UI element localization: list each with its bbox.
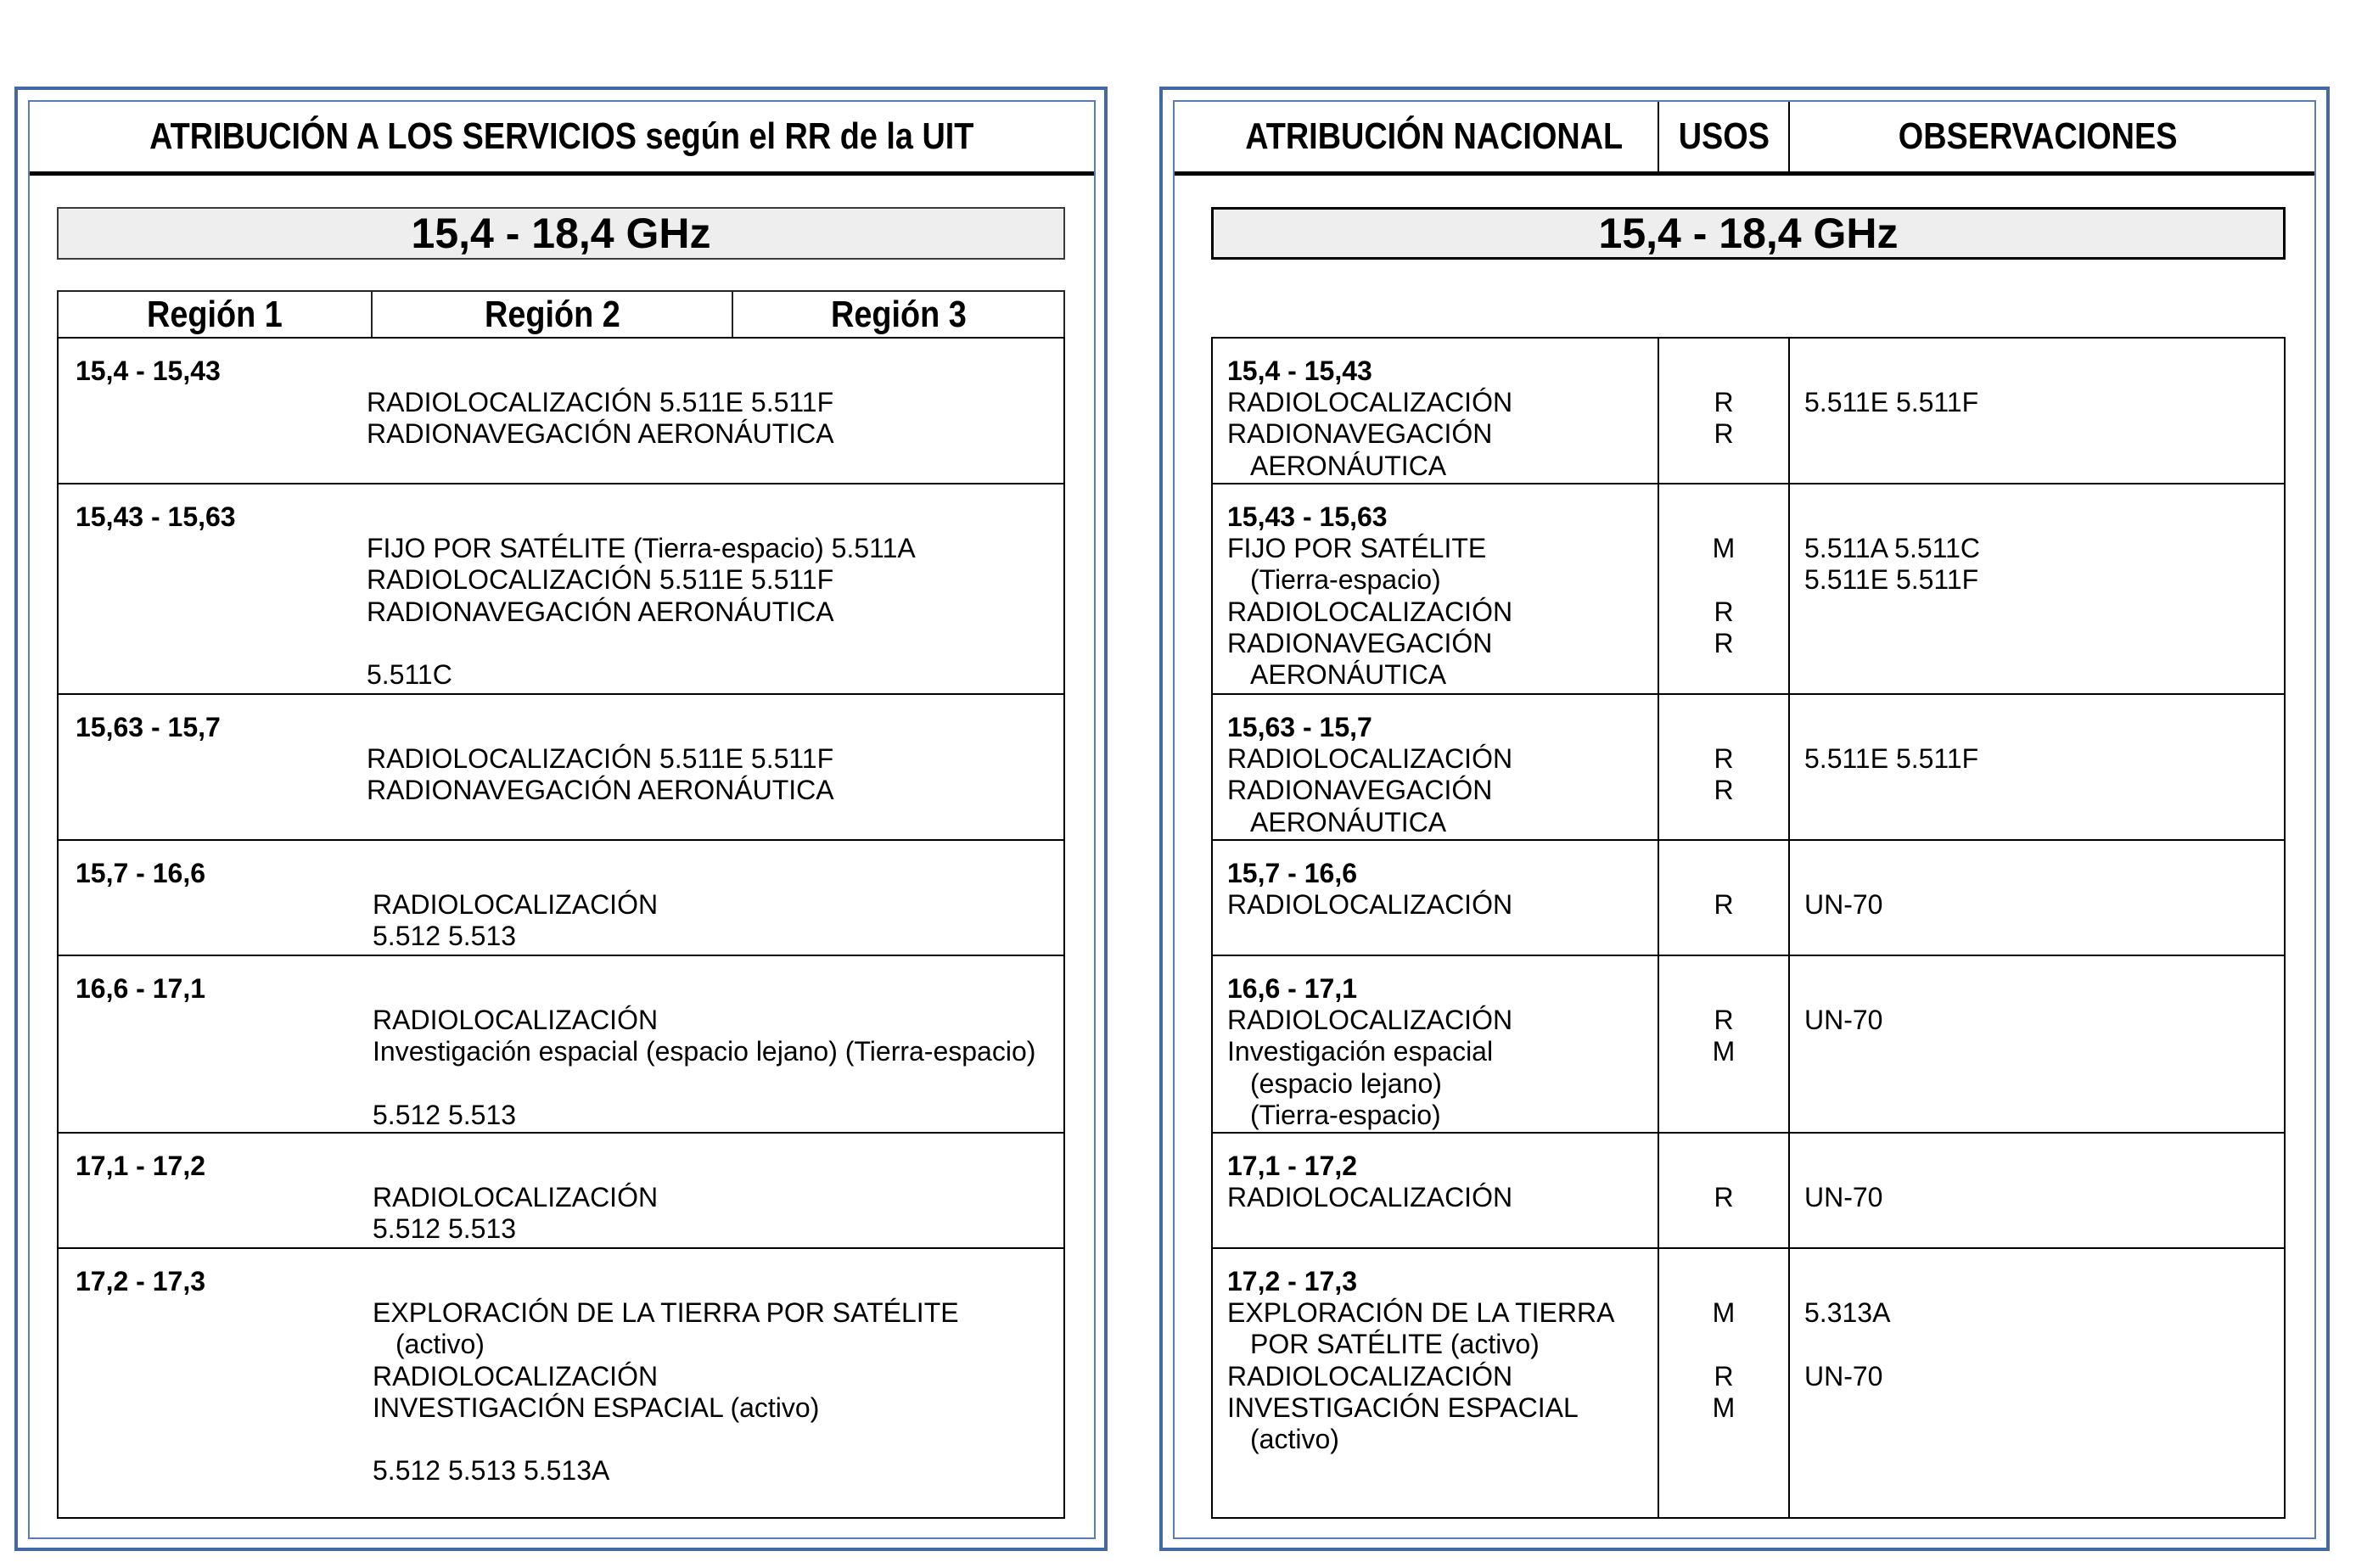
observaciones-cell bbox=[1790, 1068, 1804, 1100]
observaciones-cell: 5.511E 5.511F bbox=[1804, 387, 1979, 418]
national-service-cell: (Tierra-espacio) bbox=[1250, 564, 1441, 596]
observaciones-cell: UN-70 bbox=[1804, 889, 1883, 921]
allocation-line bbox=[1213, 387, 2284, 418]
national-service-cell: RADIOLOCALIZACIÓN bbox=[1227, 889, 1513, 921]
allocation-line bbox=[1213, 564, 2284, 596]
national-service-cell: (espacio lejano) bbox=[1250, 1067, 1442, 1099]
itu-allocation-row bbox=[59, 483, 1063, 693]
uso-cell: R bbox=[1714, 889, 1734, 921]
frequency-range-label: 17,2 - 17,3 bbox=[76, 1266, 205, 1296]
itu-allocation-title: ATRIBUCIÓN A LOS SERVICIOS según el RR de la UIT bbox=[149, 115, 974, 157]
observaciones-cell: 5.511E 5.511F bbox=[1804, 564, 1979, 596]
frequency-range-label: 16,6 - 17,1 bbox=[1227, 973, 1357, 1004]
observaciones-cell: 5.313A bbox=[1804, 1297, 1891, 1329]
national-band-box bbox=[1211, 207, 2286, 260]
service-line: FIJO POR SATÉLITE (Tierra-espacio) 5.511A bbox=[367, 533, 916, 564]
observaciones-cell: UN-70 bbox=[1804, 1360, 1883, 1392]
uso-cell bbox=[1658, 659, 1790, 691]
itu-band-box bbox=[57, 207, 1065, 260]
frequency-range-label: 15,43 - 15,63 bbox=[1227, 501, 1388, 532]
national-service-cell: RADIOLOCALIZACIÓN bbox=[1227, 1360, 1513, 1392]
region-1-header bbox=[59, 292, 373, 337]
allocation-line bbox=[1213, 1036, 2284, 1067]
uso-cell: M bbox=[1712, 1297, 1736, 1329]
national-service-cell: (Tierra-espacio) bbox=[1250, 1099, 1441, 1130]
allocation-line bbox=[1213, 1005, 2284, 1036]
uso-cell: R bbox=[1714, 1005, 1734, 1036]
national-allocation-row bbox=[1213, 839, 2284, 955]
national-header-rule bbox=[1175, 171, 2314, 176]
allocation-line bbox=[1213, 1297, 2284, 1329]
national-allocation-row bbox=[1213, 339, 2284, 483]
observaciones-cell bbox=[1790, 596, 1804, 628]
service-line: INVESTIGACIÓN ESPACIAL (activo) bbox=[373, 1392, 820, 1423]
observaciones-cell bbox=[1790, 1100, 1804, 1131]
allocation-line bbox=[1213, 1361, 2284, 1392]
national-allocation-title: ATRIBUCIÓN NACIONAL bbox=[1245, 115, 1624, 157]
region-3-header bbox=[733, 292, 1063, 337]
service-line: RADIONAVEGACIÓN AERONÁUTICA bbox=[367, 775, 834, 806]
itu-allocation-row bbox=[59, 1132, 1063, 1247]
uso-cell bbox=[1658, 451, 1790, 482]
itu-allocation-row bbox=[59, 955, 1063, 1132]
frequency-range-label: 15,43 - 15,63 bbox=[76, 501, 236, 532]
table-column-divider bbox=[1788, 339, 1790, 1517]
national-allocation-row bbox=[1213, 1247, 2284, 1517]
itu-allocation-table bbox=[57, 337, 1065, 1519]
allocation-line bbox=[1213, 659, 2284, 691]
frequency-range-label: 15,63 - 15,7 bbox=[1227, 712, 1372, 742]
national-service-cell: RADIOLOCALIZACIÓN bbox=[1227, 743, 1513, 775]
service-line: RADIOLOCALIZACIÓN 5.511E 5.511F bbox=[367, 564, 834, 596]
national-service-cell: INVESTIGACIÓN ESPACIAL bbox=[1227, 1392, 1579, 1423]
service-line: RADIONAVEGACIÓN AERONÁUTICA bbox=[367, 596, 834, 627]
national-service-cell: POR SATÉLITE (activo) bbox=[1250, 1329, 1540, 1360]
uso-cell: R bbox=[1714, 596, 1734, 627]
uso-cell bbox=[1658, 1068, 1790, 1100]
national-service-cell: (activo) bbox=[1250, 1424, 1339, 1455]
allocation-line bbox=[1213, 1424, 2284, 1455]
allocation-line bbox=[1213, 451, 2284, 482]
itu-allocation-row bbox=[59, 1247, 1063, 1517]
frequency-range-label: 15,4 - 15,43 bbox=[76, 356, 221, 386]
itu-allocation-row bbox=[59, 693, 1063, 839]
observaciones-cell bbox=[1790, 807, 1804, 838]
allocation-line bbox=[1213, 775, 2284, 806]
frequency-range-label: 16,6 - 17,1 bbox=[76, 973, 205, 1004]
service-line: 5.512 5.513 bbox=[373, 921, 517, 952]
region-header-row bbox=[57, 290, 1065, 337]
region-3-label: Región 3 bbox=[830, 293, 967, 335]
observaciones-cell: UN-70 bbox=[1804, 1005, 1883, 1036]
service-line: EXPLORACIÓN DE LA TIERRA POR SATÉLITE bbox=[373, 1297, 959, 1329]
national-allocation-header bbox=[1211, 102, 1658, 171]
service-line: 5.512 5.513 5.513A bbox=[373, 1455, 610, 1487]
national-service-cell: AERONÁUTICA bbox=[1250, 450, 1447, 481]
national-allocation-row bbox=[1213, 483, 2284, 693]
uso-cell bbox=[1658, 807, 1790, 838]
national-service-cell: RADIOLOCALIZACIÓN bbox=[1227, 1005, 1513, 1036]
observaciones-cell: UN-70 bbox=[1804, 1182, 1883, 1213]
national-service-cell: Investigación espacial bbox=[1227, 1036, 1494, 1067]
observaciones-title: OBSERVACIONES bbox=[1898, 115, 2178, 157]
allocation-line bbox=[1213, 1068, 2284, 1100]
national-allocation-row bbox=[1213, 955, 2284, 1132]
frequency-range-label: 15,7 - 16,6 bbox=[1227, 858, 1357, 888]
allocation-line bbox=[1213, 1392, 2284, 1424]
national-service-cell: FIJO POR SATÉLITE bbox=[1227, 533, 1487, 564]
observaciones-cell: 5.511A 5.511C bbox=[1804, 533, 1980, 564]
national-service-cell: RADIOLOCALIZACIÓN bbox=[1227, 1182, 1513, 1213]
national-allocation-rows bbox=[1213, 339, 2284, 1517]
observaciones-cell bbox=[1790, 628, 1804, 659]
national-service-cell: RADIONAVEGACIÓN bbox=[1227, 775, 1493, 806]
uso-cell bbox=[1658, 1100, 1790, 1131]
service-line: RADIOLOCALIZACIÓN 5.511E 5.511F bbox=[367, 743, 834, 775]
allocation-line bbox=[1213, 533, 2284, 564]
frequency-range-label: 15,7 - 16,6 bbox=[76, 858, 205, 888]
national-allocation-row bbox=[1213, 693, 2284, 839]
allocation-line bbox=[1213, 628, 2284, 659]
frequency-range-label: 15,4 - 15,43 bbox=[1227, 356, 1372, 386]
uso-cell: R bbox=[1714, 1182, 1734, 1213]
uso-cell bbox=[1658, 1424, 1790, 1455]
region-1-label: Región 1 bbox=[147, 293, 283, 335]
observaciones-cell bbox=[1790, 1424, 1804, 1455]
national-service-cell: AERONÁUTICA bbox=[1250, 806, 1447, 837]
itu-allocation-row bbox=[59, 339, 1063, 483]
observaciones-cell bbox=[1790, 659, 1804, 691]
usos-header bbox=[1659, 102, 1788, 171]
observaciones-cell bbox=[1790, 1392, 1804, 1424]
usos-title: USOS bbox=[1678, 115, 1770, 157]
uso-cell: M bbox=[1712, 533, 1736, 564]
national-service-cell: EXPLORACIÓN DE LA TIERRA bbox=[1227, 1297, 1615, 1329]
service-line: (activo) bbox=[395, 1329, 485, 1360]
service-line: RADIOLOCALIZACIÓN bbox=[373, 1360, 659, 1392]
uso-cell: R bbox=[1714, 387, 1734, 418]
frequency-range-label: 17,1 - 17,2 bbox=[76, 1151, 205, 1181]
uso-cell: R bbox=[1714, 743, 1734, 775]
observaciones-cell bbox=[1790, 418, 1804, 450]
service-line: RADIOLOCALIZACIÓN 5.511E 5.511F bbox=[367, 387, 834, 418]
observaciones-cell: 5.511E 5.511F bbox=[1804, 743, 1979, 775]
uso-cell: R bbox=[1714, 418, 1734, 450]
uso-cell: R bbox=[1714, 1360, 1734, 1392]
service-line: RADIOLOCALIZACIÓN bbox=[373, 1005, 659, 1036]
allocation-line bbox=[1213, 1329, 2284, 1360]
observaciones-cell bbox=[1790, 1329, 1804, 1360]
itu-frequency-band-title: 15,4 - 18,4 GHz bbox=[411, 210, 711, 257]
national-allocation-table bbox=[1211, 337, 2286, 1519]
service-line: Investigación espacial (espacio lejano) (Tierra-espacio) bbox=[373, 1036, 1036, 1067]
frequency-range-label: 17,1 - 17,2 bbox=[1227, 1151, 1357, 1181]
allocation-line bbox=[1213, 807, 2284, 838]
itu-allocation-header bbox=[30, 102, 1094, 171]
observaciones-header bbox=[1790, 102, 2286, 171]
national-service-cell: RADIONAVEGACIÓN bbox=[1227, 418, 1493, 450]
service-line: RADIOLOCALIZACIÓN bbox=[373, 1182, 659, 1213]
service-line: 5.512 5.513 bbox=[373, 1213, 517, 1245]
observaciones-cell bbox=[1790, 775, 1804, 806]
national-service-cell: RADIOLOCALIZACIÓN bbox=[1227, 596, 1513, 627]
allocation-line bbox=[1213, 418, 2284, 450]
uso-cell: R bbox=[1714, 775, 1734, 806]
allocation-line bbox=[1213, 1100, 2284, 1131]
service-line: RADIOLOCALIZACIÓN bbox=[373, 889, 659, 921]
national-service-cell: RADIOLOCALIZACIÓN bbox=[1227, 387, 1513, 418]
frequency-range-label: 15,63 - 15,7 bbox=[76, 712, 221, 742]
frequency-range-label: 17,2 - 17,3 bbox=[1227, 1266, 1357, 1296]
national-frequency-band-title: 15,4 - 18,4 GHz bbox=[1598, 210, 1899, 257]
region-2-label: Región 2 bbox=[484, 293, 620, 335]
national-allocation-row bbox=[1213, 1132, 2284, 1247]
observaciones-cell bbox=[1790, 1036, 1804, 1067]
table-column-divider bbox=[1658, 339, 1659, 1517]
uso-cell bbox=[1658, 564, 1790, 596]
allocation-line bbox=[1213, 596, 2284, 628]
national-service-cell: AERONÁUTICA bbox=[1250, 659, 1447, 691]
region-2-header bbox=[373, 292, 733, 337]
service-line: 5.512 5.513 bbox=[373, 1099, 517, 1130]
itu-allocation-row bbox=[59, 839, 1063, 955]
itu-header-rule bbox=[30, 171, 1094, 176]
uso-cell: R bbox=[1714, 627, 1734, 658]
allocation-line bbox=[1213, 743, 2284, 775]
uso-cell bbox=[1658, 1329, 1790, 1360]
service-line: 5.511C bbox=[367, 659, 452, 690]
service-line: RADIONAVEGACIÓN AERONÁUTICA bbox=[367, 418, 834, 450]
itu-allocation-rows bbox=[59, 339, 1063, 1517]
allocation-line bbox=[1213, 889, 2284, 921]
uso-cell: M bbox=[1712, 1036, 1736, 1067]
observaciones-cell bbox=[1790, 451, 1804, 482]
uso-cell: M bbox=[1712, 1392, 1736, 1423]
national-service-cell: RADIONAVEGACIÓN bbox=[1227, 627, 1493, 658]
allocation-line bbox=[1213, 1182, 2284, 1213]
